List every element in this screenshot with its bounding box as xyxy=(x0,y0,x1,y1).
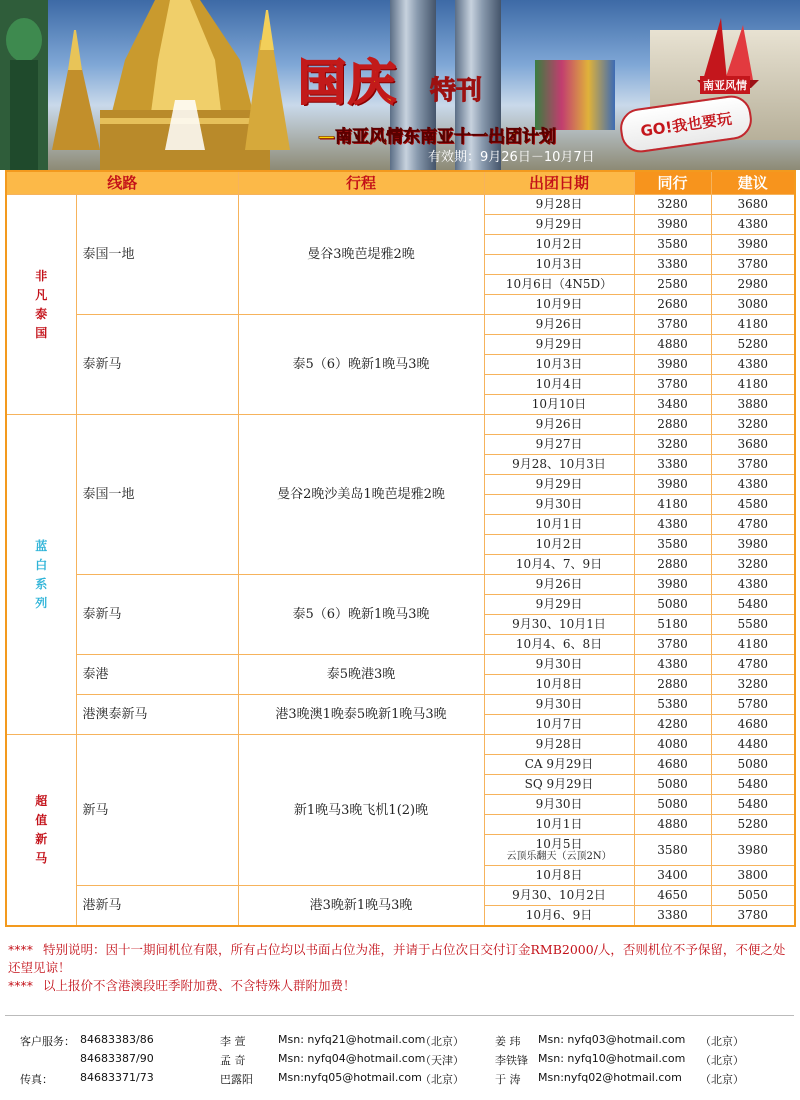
departure-note: 云顶乐翻天（云顶2N） xyxy=(506,851,612,862)
peer-price: 3580 xyxy=(634,235,711,255)
peer-price: 2680 xyxy=(634,295,711,315)
departure-date xyxy=(484,215,634,235)
peer-price: 2580 xyxy=(634,275,711,295)
suggested-price: 5780 xyxy=(711,695,795,715)
suggested-price: 4780 xyxy=(711,655,795,675)
departure-date xyxy=(484,235,634,255)
contact-city: （北京） xyxy=(420,1073,464,1086)
header-peer-price: 同行 xyxy=(634,171,711,195)
contact-msn[interactable]: Msn: nyfq21@hotmail.com xyxy=(278,1033,426,1046)
departure-date xyxy=(484,475,634,495)
table-row xyxy=(6,575,795,595)
fax-label: 传真： xyxy=(20,1073,53,1086)
suggested-price: 5480 xyxy=(711,595,795,615)
contact-city: （北京） xyxy=(700,1054,744,1067)
table-row xyxy=(6,195,795,215)
category-char: 马 xyxy=(35,851,48,865)
departure-date xyxy=(484,815,634,835)
banner-slogan: —南亚风情东南亚十一出团计划 xyxy=(318,127,556,147)
departure-date-text: 10月8日 xyxy=(535,677,583,691)
table-row xyxy=(6,655,795,675)
header-route: 线路 xyxy=(6,171,238,195)
peer-price: 4680 xyxy=(634,755,711,775)
departure-date-text: 9月29日 xyxy=(535,597,583,611)
contact-msn[interactable]: Msn: nyfq04@hotmail.com xyxy=(278,1052,426,1065)
route-name: 新马 xyxy=(76,735,238,886)
departure-date-text: 9月28日 xyxy=(535,737,583,751)
suggested-price: 5050 xyxy=(711,886,795,906)
departure-date-text: 9月30日 xyxy=(535,657,583,671)
peer-price: 2880 xyxy=(634,675,711,695)
suggested-price: 4580 xyxy=(711,495,795,515)
peer-price: 3400 xyxy=(634,866,711,886)
peer-price: 3380 xyxy=(634,255,711,275)
departure-date-text: 10月6、9日 xyxy=(525,908,593,922)
departure-date-text: 9月28日 xyxy=(535,197,583,211)
itinerary: 曼谷2晚沙美岛1晚芭堤雅2晚 xyxy=(238,415,484,575)
temple-illustration xyxy=(0,0,330,170)
category-char: 超 xyxy=(35,794,48,808)
service-phone: 84683383/86 xyxy=(80,1033,154,1046)
departure-date xyxy=(484,395,634,415)
peer-price: 4380 xyxy=(634,655,711,675)
peer-price: 3580 xyxy=(634,835,711,866)
peer-price: 2880 xyxy=(634,415,711,435)
peer-price: 3380 xyxy=(634,906,711,927)
category-char: 值 xyxy=(35,813,48,827)
category-char: 国 xyxy=(35,325,48,340)
peer-price: 2880 xyxy=(634,555,711,575)
peer-price: 4650 xyxy=(634,886,711,906)
table-body xyxy=(6,195,795,927)
peer-price: 4280 xyxy=(634,715,711,735)
contact-row xyxy=(20,1052,780,1071)
suggested-price: 5580 xyxy=(711,615,795,635)
suggested-price: 3800 xyxy=(711,866,795,886)
header-date: 出团日期 xyxy=(484,171,634,195)
peer-price: 4080 xyxy=(634,735,711,755)
departure-date xyxy=(484,655,634,675)
departure-date-text: 9月30日 xyxy=(535,697,583,711)
note-stars: **** xyxy=(8,942,33,957)
departure-date-text: 10月1日 xyxy=(535,817,583,831)
departure-date xyxy=(484,835,634,866)
peer-price: 4880 xyxy=(634,815,711,835)
suggested-price: 3980 xyxy=(711,235,795,255)
contact-msn[interactable]: Msn: nyfq03@hotmail.com xyxy=(538,1033,686,1046)
suggested-price: 5280 xyxy=(711,815,795,835)
itinerary: 港3晚澳1晚泰5晚新1晚马3晚 xyxy=(238,695,484,735)
contact-name: 巴露阳 xyxy=(220,1073,253,1086)
contact-city: （北京） xyxy=(420,1035,464,1048)
suggested-price: 4180 xyxy=(711,315,795,335)
departure-date-text: 10月5日 xyxy=(535,837,583,851)
peer-price: 5080 xyxy=(634,775,711,795)
peer-price: 3480 xyxy=(634,395,711,415)
validity-period: 有效期：9月26日－10月7日 xyxy=(428,150,595,165)
suggested-price: 4780 xyxy=(711,515,795,535)
suggested-price: 3780 xyxy=(711,906,795,927)
note-stars: **** xyxy=(8,978,33,993)
itinerary: 泰5（6）晚新1晚马3晚 xyxy=(238,575,484,655)
departure-date xyxy=(484,775,634,795)
category-char: 非 xyxy=(35,268,48,283)
suggested-price: 4380 xyxy=(711,215,795,235)
departure-date-text: 9月28、10月3日 xyxy=(512,457,606,471)
peer-price: 3980 xyxy=(634,575,711,595)
service-label: 客户服务： xyxy=(20,1035,75,1048)
route-name: 港澳泰新马 xyxy=(76,695,238,735)
suggested-price: 3780 xyxy=(711,255,795,275)
category-label xyxy=(6,735,76,927)
route-name: 泰国一地 xyxy=(76,415,238,575)
route-name: 港新马 xyxy=(76,886,238,927)
route-name: 泰港 xyxy=(76,655,238,695)
banner xyxy=(0,0,800,170)
departure-date xyxy=(484,355,634,375)
itinerary: 泰5晚港3晚 xyxy=(238,655,484,695)
suggested-price: 3980 xyxy=(711,535,795,555)
peer-price: 5180 xyxy=(634,615,711,635)
service-phone: 84683387/90 xyxy=(80,1052,154,1065)
departure-date-text: 9月26日 xyxy=(535,417,583,431)
departure-date-text: 10月9日 xyxy=(535,297,583,311)
category-char: 新 xyxy=(35,832,48,846)
contact-row xyxy=(20,1071,780,1090)
departure-date xyxy=(484,575,634,595)
peer-price: 4180 xyxy=(634,495,711,515)
category-label xyxy=(6,415,76,735)
note-2 xyxy=(8,977,788,995)
departure-date xyxy=(484,315,634,335)
departure-date xyxy=(484,255,634,275)
departure-date-text: CA 9月29日 xyxy=(524,757,594,771)
suggested-price: 4380 xyxy=(711,575,795,595)
departure-date xyxy=(484,635,634,655)
departure-date-text: 10月2日 xyxy=(535,237,583,251)
suggested-price: 4380 xyxy=(711,355,795,375)
contact-name: 于 涛 xyxy=(495,1073,521,1086)
peer-price: 3280 xyxy=(634,195,711,215)
departure-date xyxy=(484,435,634,455)
suggested-price: 3680 xyxy=(711,435,795,455)
contact-msn[interactable]: Msn:nyfq05@hotmail.com xyxy=(278,1071,422,1084)
peer-price: 5380 xyxy=(634,695,711,715)
suggested-price: 3980 xyxy=(711,835,795,866)
note-text: 特别说明：因十一期间机位有限，所有占位均以书面占位为准，并请于占位次日交付订金RMB2000/人，否则机位不予保留，不便之处还望见谅！ xyxy=(8,942,786,975)
peer-price: 3280 xyxy=(634,435,711,455)
departure-date xyxy=(484,795,634,815)
peer-price: 3780 xyxy=(634,315,711,335)
suggested-price: 3880 xyxy=(711,395,795,415)
peer-price: 3980 xyxy=(634,215,711,235)
fax-number: 84683371/73 xyxy=(80,1071,154,1084)
departure-date-text: 9月29日 xyxy=(535,477,583,491)
departure-date-text: 9月27日 xyxy=(535,437,583,451)
departure-date xyxy=(484,495,634,515)
go-button[interactable]: GO!我也要玩 xyxy=(618,93,755,155)
notes xyxy=(8,941,788,995)
departure-date-text: 9月26日 xyxy=(535,577,583,591)
contact-row xyxy=(20,1033,780,1052)
contact-msn[interactable]: Msn:nyfq02@hotmail.com xyxy=(538,1071,682,1084)
suggested-price: 4180 xyxy=(711,635,795,655)
header-suggested-price: 建议 xyxy=(711,171,795,195)
departure-date xyxy=(484,866,634,886)
departure-date-text: 10月3日 xyxy=(535,257,583,271)
table-row xyxy=(6,315,795,335)
peer-price: 3980 xyxy=(634,355,711,375)
departure-date-text: 10月4、6、8日 xyxy=(515,637,603,651)
departure-date-text: 10月8日 xyxy=(535,868,583,882)
table-header-row xyxy=(6,171,795,195)
note-1 xyxy=(8,941,788,977)
city-building xyxy=(535,60,615,130)
category-char: 系 xyxy=(35,576,48,591)
itinerary: 曼谷3晚芭堤雅2晚 xyxy=(238,195,484,315)
contact-name: 李 萱 xyxy=(220,1035,246,1048)
header-itinerary: 行程 xyxy=(238,171,484,195)
departure-date xyxy=(484,535,634,555)
suggested-price: 4680 xyxy=(711,715,795,735)
category-char: 蓝 xyxy=(35,538,48,553)
departure-date xyxy=(484,375,634,395)
departure-date-text: 9月30日 xyxy=(535,797,583,811)
departure-date-text: 10月7日 xyxy=(535,717,583,731)
suggested-price: 4480 xyxy=(711,735,795,755)
route-name: 泰新马 xyxy=(76,575,238,655)
category-label xyxy=(6,195,76,415)
itinerary: 港3晚新1晚马3晚 xyxy=(238,886,484,927)
contact-city: （天津） xyxy=(420,1054,464,1067)
suggested-price: 4380 xyxy=(711,475,795,495)
departure-date xyxy=(484,455,634,475)
departure-date xyxy=(484,595,634,615)
itinerary: 泰5（6）晚新1晚马3晚 xyxy=(238,315,484,415)
peer-price: 5080 xyxy=(634,795,711,815)
departure-date xyxy=(484,515,634,535)
departure-date xyxy=(484,906,634,927)
contact-name: 李铁锋 xyxy=(495,1054,528,1067)
departure-date xyxy=(484,555,634,575)
departure-date-text: 10月6日（4N5D） xyxy=(505,277,613,291)
contact-city: （北京） xyxy=(700,1035,744,1048)
departure-date-text: 10月1日 xyxy=(535,517,583,531)
category-char: 凡 xyxy=(35,287,48,302)
departure-date-text: 9月29日 xyxy=(535,217,583,231)
contact-city: （北京） xyxy=(700,1073,744,1086)
note-text: 以上报价不含港澳段旺季附加费、不含特殊人群附加费！ xyxy=(43,978,356,993)
departure-date-text: 10月10日 xyxy=(531,397,587,411)
logo-text: 南亚风情 xyxy=(700,76,750,94)
departure-date xyxy=(484,715,634,735)
peer-price: 3980 xyxy=(634,475,711,495)
peer-price: 5080 xyxy=(634,595,711,615)
departure-date xyxy=(484,335,634,355)
contact-name: 孟 奇 xyxy=(220,1054,246,1067)
suggested-price: 2980 xyxy=(711,275,795,295)
departure-date-text: 10月3日 xyxy=(535,357,583,371)
table-row xyxy=(6,886,795,906)
route-name: 泰新马 xyxy=(76,315,238,415)
departure-date-text: 9月30日 xyxy=(535,497,583,511)
departure-date xyxy=(484,275,634,295)
contact-info xyxy=(20,1033,780,1090)
departure-date-text: 9月30、10月1日 xyxy=(512,617,606,631)
peer-price: 4380 xyxy=(634,515,711,535)
contact-name: 姜 玮 xyxy=(495,1035,521,1048)
departure-date-text: 10月4日 xyxy=(535,377,583,391)
table-row xyxy=(6,735,795,755)
departure-date-text: 10月2日 xyxy=(535,537,583,551)
peer-price: 3580 xyxy=(634,535,711,555)
itinerary: 新1晚马3晚飞机1(2)晚 xyxy=(238,735,484,886)
departure-date-text: 9月30、10月2日 xyxy=(512,888,606,902)
peer-price: 3780 xyxy=(634,375,711,395)
peer-price: 3780 xyxy=(634,635,711,655)
departure-date xyxy=(484,755,634,775)
departure-date xyxy=(484,886,634,906)
departure-date xyxy=(484,675,634,695)
departure-date-text: 10月4、7、9日 xyxy=(515,557,603,571)
tour-price-table xyxy=(5,170,796,927)
departure-date xyxy=(484,415,634,435)
suggested-price: 5280 xyxy=(711,335,795,355)
category-char: 列 xyxy=(35,595,48,610)
departure-date xyxy=(484,195,634,215)
peer-price: 4880 xyxy=(634,335,711,355)
suggested-price: 3080 xyxy=(711,295,795,315)
suggested-price: 3680 xyxy=(711,195,795,215)
departure-date xyxy=(484,295,634,315)
suggested-price: 5480 xyxy=(711,775,795,795)
suggested-price: 3280 xyxy=(711,415,795,435)
table-row xyxy=(6,415,795,435)
departure-date xyxy=(484,615,634,635)
departure-date xyxy=(484,735,634,755)
suggested-price: 4180 xyxy=(711,375,795,395)
category-char: 白 xyxy=(35,557,48,572)
suggested-price: 3780 xyxy=(711,455,795,475)
table-row xyxy=(6,695,795,715)
departure-date-text: 9月29日 xyxy=(535,337,583,351)
category-char: 泰 xyxy=(35,306,48,321)
banner-title: 国庆 xyxy=(298,55,399,111)
departure-date xyxy=(484,695,634,715)
suggested-price: 5480 xyxy=(711,795,795,815)
departure-date-text: 9月26日 xyxy=(535,317,583,331)
suggested-price: 5080 xyxy=(711,755,795,775)
banner-subtitle: 特刊 xyxy=(430,76,483,106)
contact-msn[interactable]: Msn: nyfq10@hotmail.com xyxy=(538,1052,686,1065)
suggested-price: 3280 xyxy=(711,675,795,695)
route-name: 泰国一地 xyxy=(76,195,238,315)
divider xyxy=(5,1015,794,1016)
suggested-price: 3280 xyxy=(711,555,795,575)
peer-price: 3380 xyxy=(634,455,711,475)
departure-date-text: SQ 9月29日 xyxy=(524,777,594,791)
